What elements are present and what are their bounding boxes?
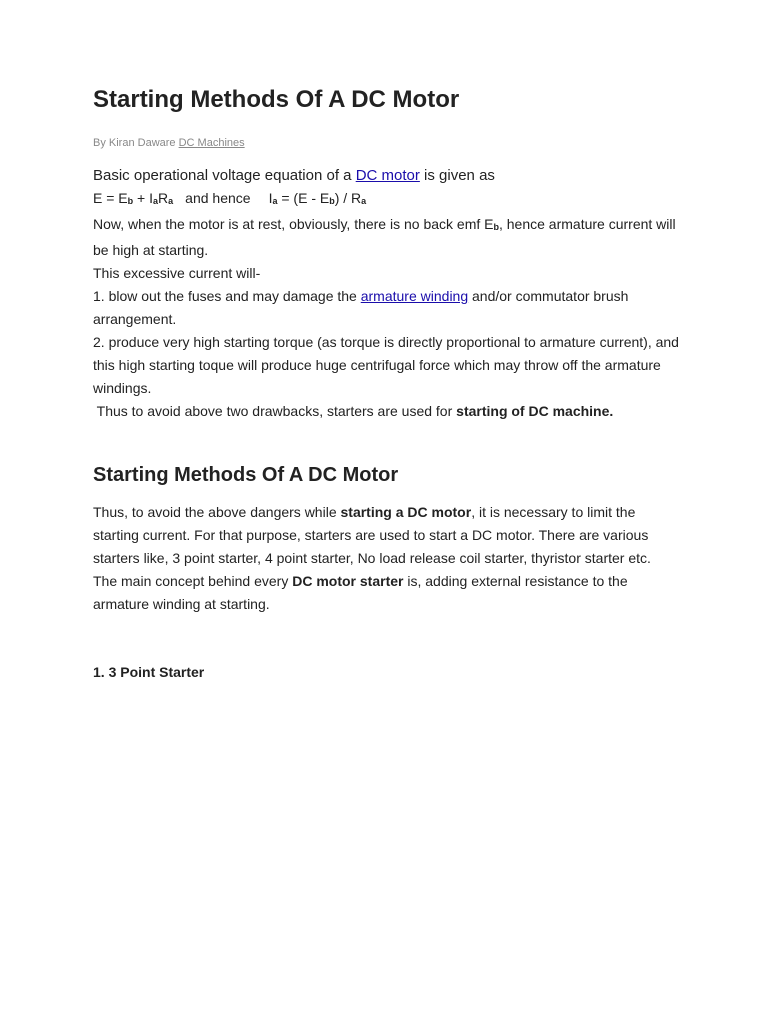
eq-part: I [268,190,273,206]
emf-subscript: b [493,222,499,232]
voltage-equation [93,187,683,213]
rest-sentence [93,213,683,262]
intro-text-end: is given as [419,167,495,184]
p1-bold: starting a DC motor [340,504,472,520]
eq-subscript: a [153,196,159,206]
eq-subscript: a [168,196,174,206]
intro-paragraph [93,164,683,423]
eq-subscript: b [329,196,335,206]
p2-text: The main concept behind every [93,573,293,589]
eq-part: + I [133,190,153,206]
eq-part: E = E [93,190,128,206]
conclusion-line [93,400,683,423]
page-title: Starting Methods Of A DC Motor [93,86,460,113]
category-link[interactable]: DC Machines [178,137,245,149]
section-heading: Starting Methods Of A DC Motor [93,464,399,486]
eq-subscript: a [272,196,278,206]
dc-motor-link[interactable]: DC motor [355,167,420,184]
conclusion-text: Thus to avoid above two drawbacks, starters are used for [93,403,457,419]
eq-subscript: b [127,196,134,206]
rest-text-end: , hence armature current will be high at starting. [93,216,676,258]
p1-text-end: , it is necessary to limit the starting current. For that purpose, starters are used to start a DC motor. There are various starters like, 3 point starter, 4 point starter, No load release coil starter, thyristor starter etc. [93,504,651,566]
eq-subscript: a [361,196,367,206]
excessive-current-text: This excessive current will- [93,265,261,281]
section-paragraph-1 [93,501,683,570]
section-body [93,501,683,616]
drawback-point-2: 2. produce very high starting torque (as torque is directly proportional to armature current), and this high starting toque will produce huge centrifugal force which may throw off the armature windings. [93,334,679,396]
byline [93,137,245,149]
eq-part: ) / R [334,190,362,206]
rest-text: Now, when the motor is at rest, obviously, there is no back emf E [93,216,494,232]
drawback-point-1 [93,285,683,331]
eq-connector: and hence [185,190,251,206]
intro-line [93,164,683,187]
subheading-3-point-starter: 1. 3 Point Starter [93,664,205,680]
section-paragraph-2 [93,570,683,616]
eq-part: = (E - E [277,190,330,206]
eq-part: R [158,190,169,206]
conclusion-bold: starting of DC machine. [456,403,614,419]
armature-winding-link[interactable]: armature winding [360,288,469,304]
author-text: By Kiran Daware [93,137,176,149]
intro-text: Basic operational voltage equation of a [93,167,356,184]
point1-text-end: and/or commutator brush arrangement. [93,288,629,327]
p1-text: Thus, to avoid the above dangers while [93,504,341,520]
p2-bold: DC motor starter [292,573,404,589]
p2-text-end: is, adding external resistance to the armature winding at starting. [93,573,628,612]
point1-text: 1. blow out the fuses and may damage the [93,288,361,304]
